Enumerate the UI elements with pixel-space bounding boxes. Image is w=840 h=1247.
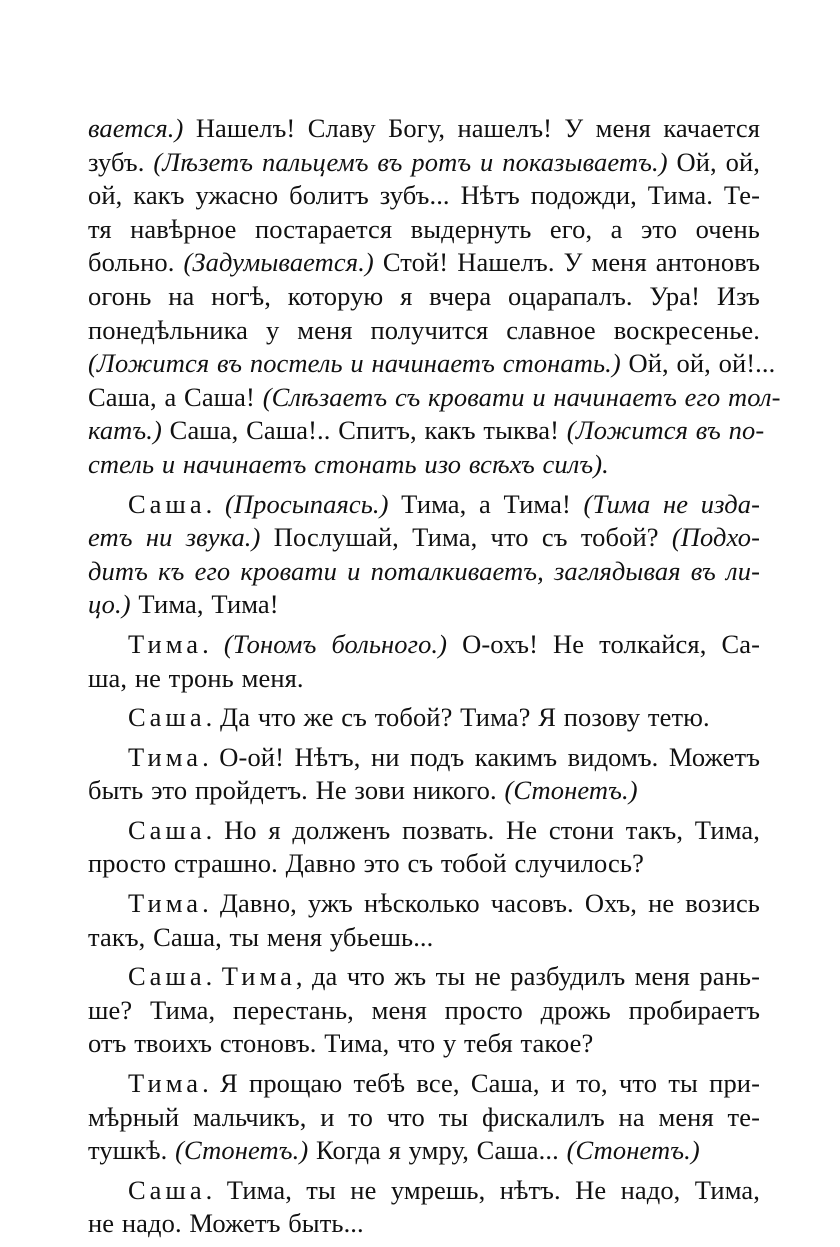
paragraph (88, 112, 781, 482)
stage-direction: (Стонетъ.) (566, 1135, 700, 1166)
text-line (88, 1101, 760, 1135)
dialogue-text: . Но я долженъ позвать. Не стони такъ, Тима, (205, 814, 760, 845)
text-line (88, 1207, 760, 1241)
dialogue-text: . (205, 961, 222, 992)
text-line (88, 112, 760, 146)
dialogue-text: тушкѣ. (88, 1135, 176, 1166)
dialogue-text: . (202, 628, 224, 659)
dialogue-text: Ой, ой, ой!... (620, 348, 776, 379)
dialogue-text: Саша, а Саша! (88, 381, 263, 412)
paragraph (88, 628, 760, 695)
text-line (88, 179, 760, 213)
speaker-name: Саша (128, 488, 206, 519)
speaker-name: Саша (128, 702, 206, 733)
play-text (88, 112, 781, 1241)
stage-direction: (Ложится въ постель и начинаетъ стонать.) (88, 348, 621, 379)
text-line (88, 847, 760, 881)
dialogue-text: быть это пройдетъ. Не зови никого. (88, 775, 505, 806)
dialogue-text: больно. (88, 247, 184, 278)
stage-direction: (Просыпаясь.) (224, 488, 389, 519)
stage-direction: катъ.) (88, 415, 162, 446)
text-line (88, 1067, 760, 1101)
dialogue-text: Стой! Нашелъ. У меня антоновъ (373, 247, 760, 278)
dialogue-text: Ой, ой, (667, 146, 760, 177)
dialogue-text: мѣрный мальчикъ, и то что ты фискалилъ на меня те- (88, 1101, 760, 1132)
text-line (88, 588, 760, 622)
dialogue-text: , да что жъ ты не разбудилъ меня рань- (295, 961, 760, 992)
dialogue-text: Тима, а Тима! (388, 488, 584, 519)
text-line (88, 280, 760, 314)
stage-direction: (Лѣзетъ пальцемъ въ ротъ и показываетъ.) (153, 146, 668, 177)
dialogue-text: . О-ой! Нѣтъ, ни подъ какимъ видомъ. Можетъ (202, 741, 760, 772)
stage-direction: (Стонетъ.) (175, 1135, 309, 1166)
dialogue-text: Нашелъ! Славу Богу, нашелъ! У меня качается (183, 113, 760, 143)
text-line (88, 994, 760, 1028)
stage-direction: стель и начинаетъ стонать изо всѣхъ силъ). (88, 448, 609, 479)
text-line (88, 628, 760, 662)
text-line (88, 741, 760, 775)
dialogue-text: огонь на ногѣ, которую я вчера оцарапалъ. Ура! Изъ (88, 280, 760, 311)
speaker-name: Тима (128, 888, 203, 919)
text-line (88, 814, 760, 848)
dialogue-text: не надо. Можетъ быть... (88, 1208, 364, 1239)
paragraph (88, 1067, 760, 1168)
text-line (88, 555, 760, 589)
dialogue-text: просто страшно. Давно это съ тобой случилось? (88, 848, 644, 879)
dialogue-text: . Тима, ты не умрешь, нѣтъ. Не надо, Тима, (205, 1174, 760, 1205)
book-page (88, 112, 781, 1247)
paragraph (88, 488, 760, 622)
stage-direction: (Ложится въ по- (566, 415, 765, 446)
speaker-name: Тима (128, 628, 203, 659)
dialogue-text: Послушай, Тима, что съ тобой? (260, 522, 672, 553)
text-line (88, 381, 781, 415)
text-line (88, 414, 765, 448)
text-line (88, 448, 760, 482)
dialogue-text: Тима, Тима! (130, 589, 279, 620)
dialogue-text: отъ твоихъ стоновъ. Тима, что у тебя такое? (88, 1028, 594, 1059)
stage-direction: (Подхо- (671, 522, 760, 553)
text-line (88, 347, 776, 381)
stage-direction: (Тима не изда- (583, 488, 760, 519)
dialogue-text: зубъ. (88, 146, 154, 177)
dialogue-text: тя навѣрное постарается выдернуть его, а это очень (88, 213, 760, 244)
text-line (88, 246, 760, 280)
speaker-name: Тима (128, 1068, 203, 1099)
speaker-name: Саша (128, 961, 206, 992)
dialogue-text: . (205, 488, 225, 519)
text-line (88, 774, 760, 808)
dialogue-text: ой, какъ ужасно болитъ зубъ... Нѣтъ подожди, Тима. Те- (88, 180, 760, 211)
dialogue-text: . Да что же съ тобой? Тима? Я позову тетю. (205, 702, 710, 733)
stage-direction: (Тономъ больного.) (223, 628, 448, 659)
stage-direction: цо.) (88, 589, 131, 620)
dialogue-text: Когда я умру, Саша... (308, 1135, 567, 1166)
speaker-name: Саша (128, 814, 206, 845)
dialogue-text: понедѣльника у меня получится славное воскресенье. (88, 314, 760, 345)
dialogue-text: О-охъ! Не толкайся, Са- (447, 628, 761, 659)
text-line (88, 314, 760, 348)
text-line (88, 887, 760, 921)
paragraph (88, 814, 760, 881)
paragraph (88, 960, 760, 1061)
dialogue-text: ша, не тронь меня. (88, 662, 304, 693)
dialogue-text: такъ, Саша, ты меня убьешь... (88, 921, 434, 952)
text-line (88, 146, 760, 180)
dialogue-text: ше? Тима, перестань, меня просто дрожь пробираетъ (88, 994, 760, 1025)
speaker-name: Тима (221, 961, 296, 992)
text-line (88, 1134, 760, 1168)
speaker-name: Саша (128, 1174, 206, 1205)
stage-direction: (Задумывается.) (183, 247, 374, 278)
paragraph (88, 701, 760, 735)
stage-direction: етъ ни звука.) (88, 522, 261, 553)
stage-direction: вается.) (88, 113, 184, 143)
speaker-name: Тима (128, 741, 203, 772)
paragraph (88, 1174, 760, 1241)
text-line (88, 921, 760, 955)
text-line (88, 960, 760, 994)
stage-direction: (Слѣзаетъ съ кровати и начинаетъ его тол- (262, 381, 781, 412)
text-line (88, 488, 760, 522)
dialogue-text: . Я прощаю тебѣ все, Саша, и то, что ты при- (202, 1068, 760, 1099)
dialogue-text: . Давно, ужъ нѣсколько часовъ. Охъ, не возись (202, 888, 760, 919)
text-line (88, 1027, 760, 1061)
dialogue-text: Саша, Саша!.. Спитъ, какъ тыква! (161, 415, 567, 446)
paragraph (88, 887, 760, 954)
stage-direction: дитъ къ его кровати и поталкиваетъ, заглядывая въ ли- (88, 555, 760, 586)
text-line (88, 701, 760, 735)
text-line (88, 213, 760, 247)
stage-direction: (Стонетъ.) (504, 775, 638, 806)
text-line (88, 521, 760, 555)
text-line (88, 662, 760, 696)
paragraph (88, 741, 760, 808)
